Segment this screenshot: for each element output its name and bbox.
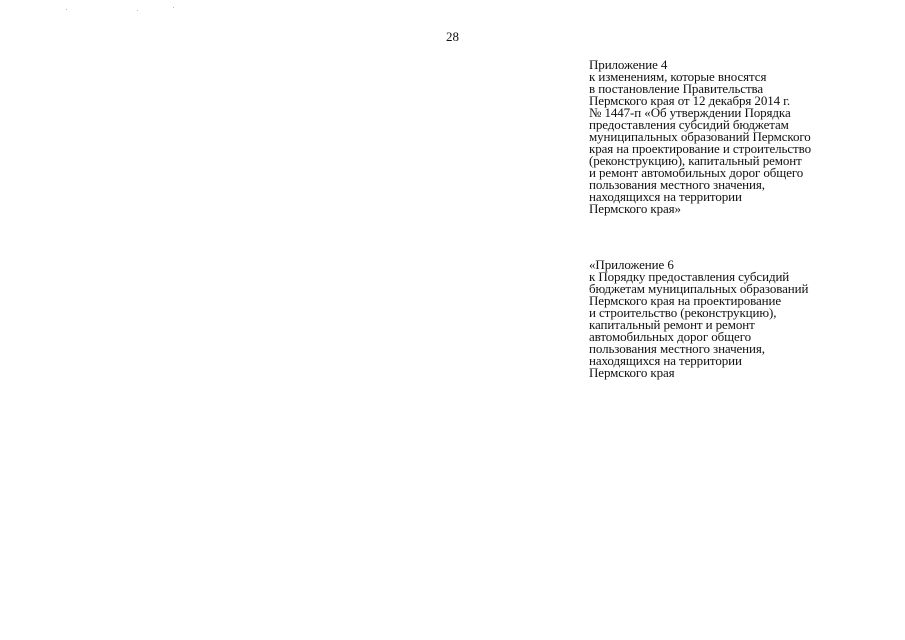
appendix-6-line: и строительство (реконструкцию), (589, 305, 777, 320)
appendix-4-line: муниципальных образований Пермского (589, 129, 811, 144)
appendix-4-line: края на проектирование и строительство (589, 141, 811, 156)
appendix-4-line: в постановление Правительства (589, 81, 764, 96)
appendix-4-line: Приложение 4 (589, 57, 668, 72)
appendix-4-line: предоставления субсидий бюджетам (589, 117, 789, 132)
appendix-6-line: Пермского края (589, 365, 675, 380)
appendix-4-header (589, 59, 889, 215)
appendix-6-line: находящихся на территории (589, 353, 742, 368)
page-number: 28 (446, 29, 459, 44)
appendix-4-line: Пермского края» (589, 201, 681, 216)
appendix-4-line: к изменениям, которые вносятся (589, 69, 767, 84)
scan-speck (66, 9, 67, 10)
appendix-6-line: капитальный ремонт и ремонт (589, 317, 755, 332)
appendix-6-line: пользования местного значения, (589, 341, 765, 356)
scan-speck (137, 10, 138, 11)
appendix-4-line: Пермского края от 12 декабря 2014 г. (589, 93, 791, 108)
scan-speck (173, 7, 174, 8)
appendix-6-line: к Порядку предоставления субсидий (589, 269, 790, 284)
appendix-6-line: автомобильных дорог общего (589, 329, 752, 344)
appendix-6-header (589, 259, 889, 379)
appendix-6-line: «Приложение 6 (589, 257, 674, 272)
appendix-6-line: бюджетам муниципальных образований (589, 281, 809, 296)
appendix-4-line: № 1447-п «Об утверждении Порядка (589, 105, 791, 120)
appendix-4-line: и ремонт автомобильных дорог общего (589, 165, 804, 180)
appendix-6-line: Пермского края на проектирование (589, 293, 782, 308)
appendix-4-line: находящихся на территории (589, 189, 742, 204)
appendix-4-line: пользования местного значения, (589, 177, 765, 192)
appendix-4-line: (реконструкцию), капитальный ремонт (589, 153, 802, 168)
